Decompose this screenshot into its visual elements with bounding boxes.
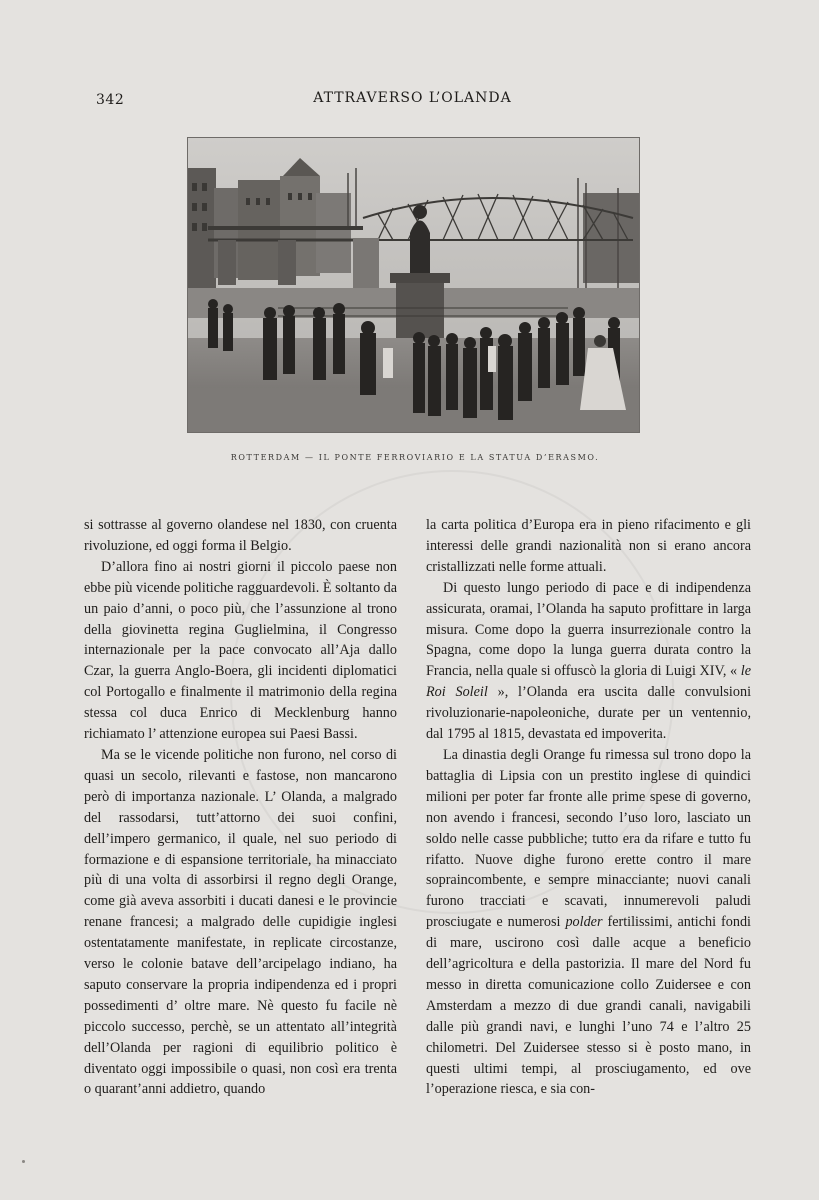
- paragraph: D’allora fino ai nostri giorni il piccolo paese non ebbe più vicende politiche ragguardevoli. È soltanto da un paio d’anni, o poco più, che l’assunzione al trono della giovinetta regina Guglielmina, il Congresso internazionale per la pace convocato all’Aja dallo Czar, la guerra Anglo-Boera, gli incidenti diplomatici col Portogallo e finalmente il matrimonio della regina stessa col duca Enrico di Mecklenburg hanno richiamato l’ attenzione europea sui Paesi Bassi.: [84, 558, 397, 743]
- photo-illustration: [188, 138, 639, 432]
- photograph-rotterdam-bridge: [188, 138, 639, 432]
- paragraph: [426, 745, 751, 1100]
- paragraph: la carta politica d’Europa era in pieno rifacimento e gli interessi delle grandi nazionalità non si erano ancora cristallizzati nelle forme attuali.: [426, 517, 751, 575]
- text-span: », l’Olanda era uscita dalle convulsioni rivoluzionarie-napoleoniche, durate per un ventennio, dal 1795 al 1815, devastata ed impoverita.: [426, 684, 752, 743]
- page-number: 342: [96, 92, 125, 108]
- running-title: ATTRAVERSO L’OLANDA: [313, 90, 512, 106]
- left-column: [84, 515, 397, 1100]
- text-span: La dinastia degli Orange fu rimessa sul trono dopo la battaglia di Lipsia con un prestito inglese di quindici milioni per poter far fronte alle prime spese di governo, non avendo i francesi, secondo l’uso loro, lasciato un soldo nelle casse pubbliche; tutto era da rifare e tutto fu rifatto. Nuove dighe furono erette contro il mare sopraincombente, e sempre minacciante; nuovi canali furono tracciati e scavati, innumerevoli paludi prosciugate e numerosi: [426, 746, 751, 931]
- text-span: fertilissimi, antichi fondi di mare, uscirono così dalle acque a beneficio dell’agricoltura e della pastorizia. Il mare del Nord fu messo in diretta comunicazione collo Zuidersee e con Amsterdam a mezzo di due grandi canali, navigabili dalle più grandi navi, e lunghi l’uno 74 e l’altro 25 chilometri. Del Zuidersee stesso si è posto mano, in questi ultimi tempi, al prosciugamento, ed ove l’operazione riesca, e sia con-: [426, 914, 751, 1098]
- text-span: Di questo lungo periodo di pace e di indipendenza assicurata, oramai, l’Olanda ha saputo profittare in larga misura. Come dopo la guerra insurrezionale contro la Spagna, come dopo la lunga guerra durata contro la Francia, nella quale si offuscò la gloria di Luigi XIV, «: [426, 579, 751, 680]
- figure-caption: ROTTERDAM — IL PONTE FERROVIARIO E LA STATUA D’ERASMO.: [230, 453, 600, 462]
- italic-title: le Roi Soleil: [426, 663, 751, 701]
- italic-term: polder: [565, 914, 603, 931]
- paragraph: si sottrasse al governo olandese nel 1830, con cruenta rivoluzione, ed oggi forma il Belgio.: [84, 517, 397, 554]
- right-column: [426, 515, 751, 1100]
- paragraph: [426, 578, 751, 745]
- paper-speck: [22, 1160, 25, 1163]
- paragraph: Ma se le vicende politiche non furono, nel corso di quasi un secolo, rilevanti e fastose, non mancarono però di importanza nazionale. L’ Olanda, a malgrado del rassodarsi, tutt’attorno dei suoi confini, dell’impero germanico, il quale, nel suo periodo di formazione e di espansione territoriale, ha minacciato più di una volta di assorbirsi il regno degli Orange, come già aveva assorbiti i ducati danesi e le provincie renane francesi; a malgrado delle cupidigie inglesi ostentatamente manifestate, in replicate circostanze, verso le colonie batave dell’arcipelago indiano, ha saputo conservare la propria indipendenza ed i propri possedimenti d’ oltre mare. Nè questo fu facile nè piccolo successo, perchè, se un attentato all’integrità dell’Olanda per ragioni di equilibrio politico è diventato oggi impossibile o quasi, non così era trenta o quarant’anni addietro, quando: [84, 746, 397, 1098]
